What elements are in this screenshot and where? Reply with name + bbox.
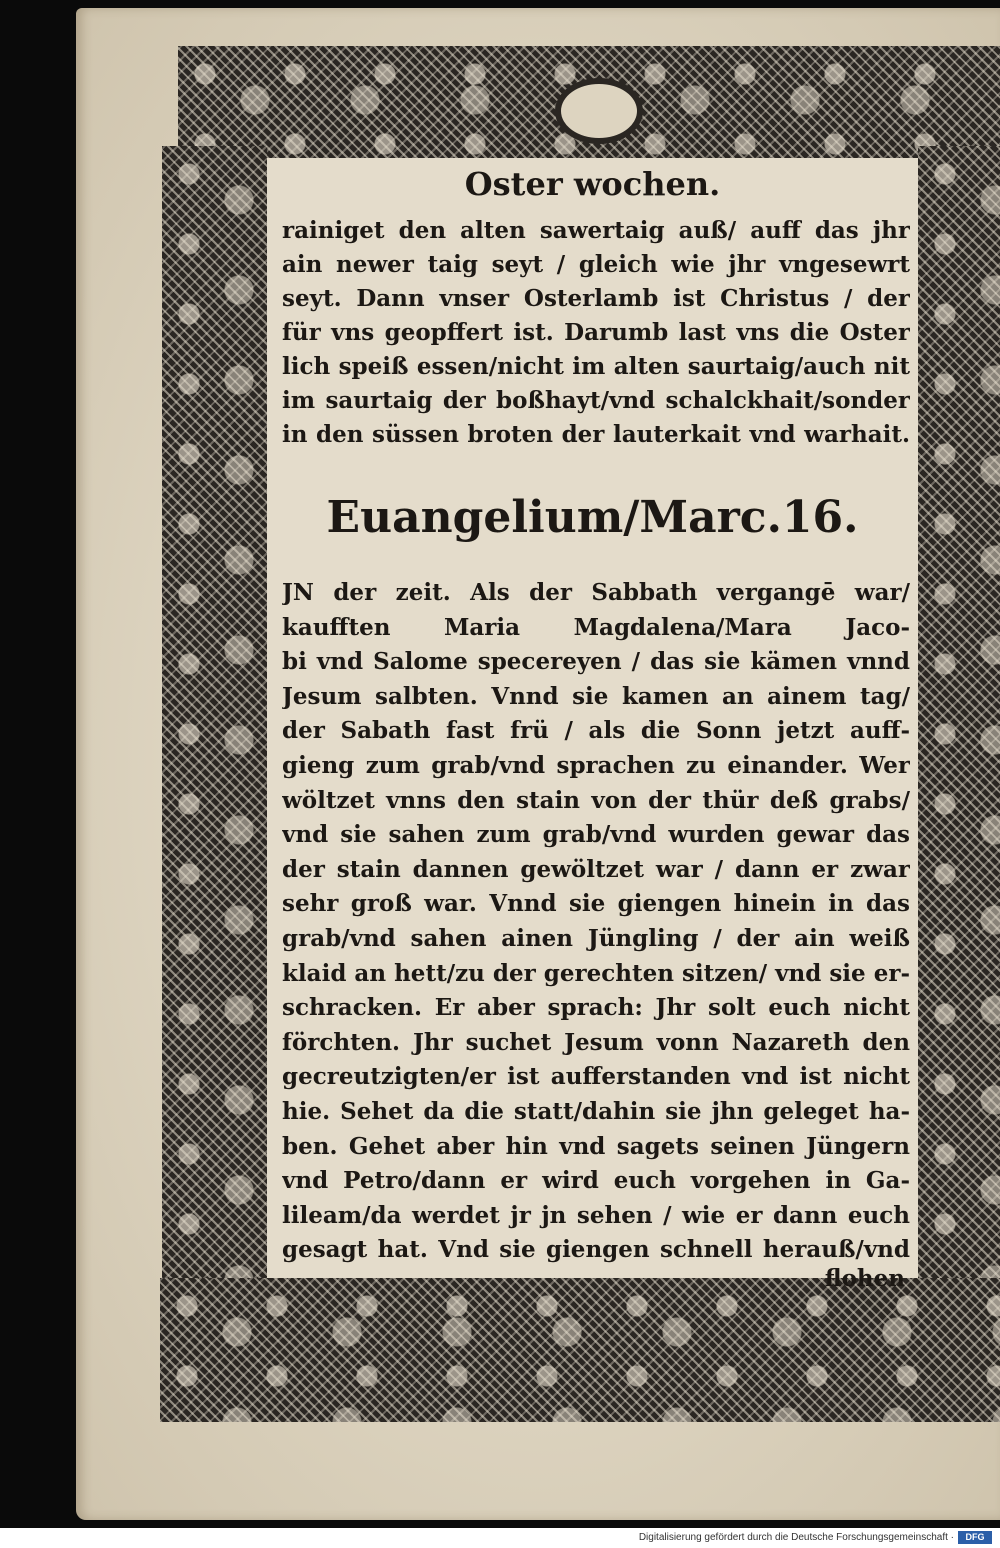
text-line: für vns geopffert ist. Darumb last vns die Oster bbox=[282, 319, 910, 346]
text-line: JN der zeit. Als der Sabbath vergangē war/ bbox=[282, 579, 910, 606]
dfg-logo-icon: DFG bbox=[958, 1531, 992, 1544]
text-line: vnd sie sahen zum grab/vnd wurden gewar das bbox=[282, 821, 910, 849]
text-line: hie. Sehet da die statt/dahin sie jhn geleget ha- bbox=[282, 1097, 910, 1125]
text-line: gecreutzigten/er ist aufferstanden vnd ist nicht bbox=[282, 1063, 910, 1091]
text-line: klaid an hett/zu der gerechten sitzen/ vnd sie er- bbox=[282, 959, 910, 987]
text-line: ain newer taig seyt / gleich wie jhr vngesewrt bbox=[282, 251, 910, 278]
woodcut-border-left bbox=[162, 146, 267, 1280]
text-line: lileam/da werdet jr jn sehen / wie er dann euch bbox=[282, 1201, 910, 1229]
oval-medallion-icon bbox=[555, 78, 643, 144]
text-line: gieng zum grab/vnd sprachen zu einander. Wer bbox=[282, 751, 910, 779]
text-line: lich speiß essen/nicht im alten saurtaig/auch nit bbox=[282, 353, 910, 380]
text-line: schracken. Er aber sprach: Jhr solt euch nicht bbox=[282, 994, 910, 1022]
text-line: vnd Petro/dann er wird euch vorgehen in Ga- bbox=[282, 1167, 910, 1195]
text-line: bi vnd Salome specereyen / das sie kämen vnnd bbox=[282, 648, 910, 676]
text-line: rainiget den alten sawertaig auß/ auff das jhr bbox=[282, 217, 910, 244]
text-line: im saurtaig der boßhayt/vnd schalckhait/sonder bbox=[282, 387, 910, 414]
text-line: förchten. Jhr suchet Jesum vonn Nazareth den bbox=[282, 1028, 910, 1056]
woodcut-border-right bbox=[918, 146, 1000, 1296]
text-line: wöltzet vnns den stain von der thür deß grabs/ bbox=[282, 786, 910, 814]
section-heading: Euangelium/Marc.16. bbox=[326, 492, 859, 543]
text-line: seyt. Dann vnser Osterlamb ist Christus / der bbox=[282, 285, 910, 312]
catchword: flohen bbox=[824, 1265, 905, 1292]
text-line: ben. Gehet aber hin vnd sagets seinen Jüngern bbox=[282, 1132, 910, 1160]
text-line: gesagt hat. Vnd sie giengen schnell herauß/vnd bbox=[282, 1236, 910, 1264]
text-line: grab/vnd sahen ainen Jüngling / der ain weiß bbox=[282, 924, 910, 952]
text-line: der stain dannen gewöltzet war / dann er zwar bbox=[282, 855, 910, 883]
woodcut-border-bottom bbox=[160, 1278, 1000, 1422]
running-head: Oster wochen. bbox=[464, 165, 721, 203]
text-line: Jesum salbten. Vnnd sie kamen an ainem tag/ bbox=[282, 682, 910, 710]
gospel-text-block bbox=[282, 576, 910, 1268]
text-line: der Sabath fast frü / als die Sonn jetzt auff- bbox=[282, 717, 910, 745]
epistle-text-block bbox=[282, 214, 910, 452]
text-line: in den süssen broten der lauterkait vnd warhait. bbox=[282, 421, 910, 448]
text-line: kaufften Maria Magdalena/Mara Jaco- bbox=[282, 613, 910, 641]
funding-credit: Digitalisierung gefördert durch die Deutsche Forschungsgemeinschaft · bbox=[638, 1532, 954, 1543]
text-line: sehr groß war. Vnnd sie giengen hinein in das bbox=[282, 890, 910, 918]
